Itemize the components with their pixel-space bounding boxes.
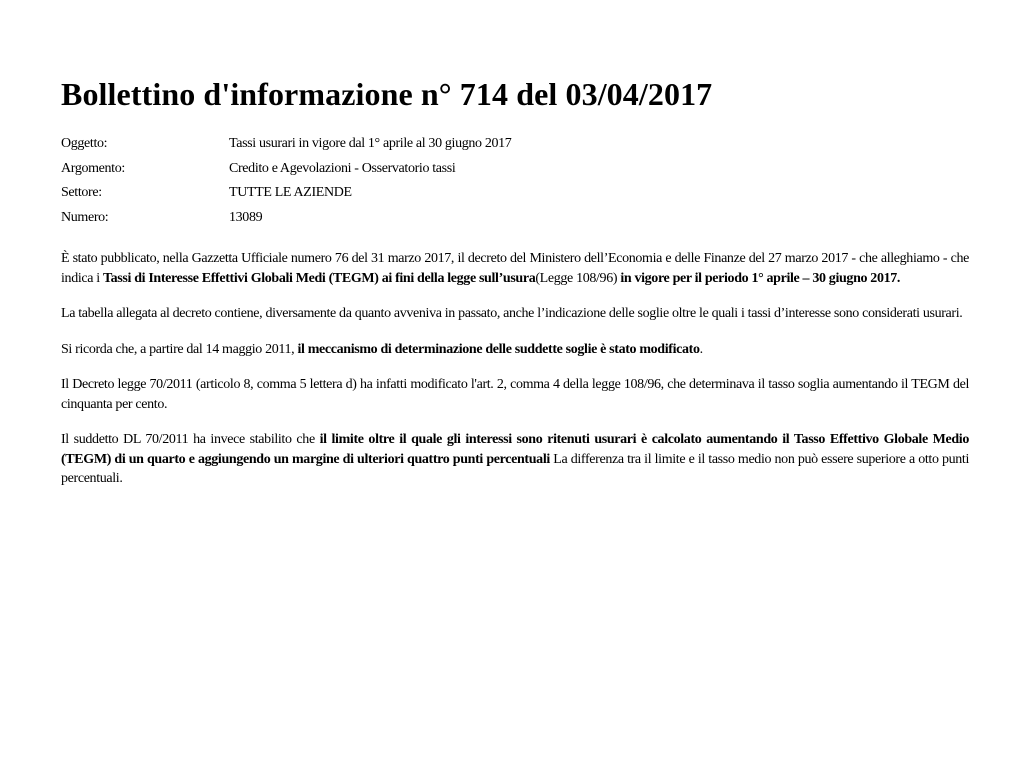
- document-body: [61, 249, 969, 489]
- paragraph-text: .: [699, 341, 703, 357]
- paragraph-bold-text: in vigore per il periodo 1° aprile – 30 giugno 2017.: [620, 270, 901, 286]
- meta-label-argomento: Argomento:: [61, 160, 125, 176]
- meta-value-numero: 13089: [229, 209, 263, 225]
- metadata-block: [61, 132, 969, 230]
- meta-label-numero: Numero:: [61, 209, 109, 225]
- meta-row-argomento: [61, 157, 969, 182]
- paragraph-text: La differenza tra il limite e il tasso medio non può essere superiore a otto punti percentuali.: [61, 451, 970, 486]
- meta-label-settore: Settore:: [61, 185, 102, 200]
- paragraph-text: La tabella allegata al decreto contiene, diversamente da quanto avveniva in passato, anche l’indicazione delle soglie oltre le quali i tassi d’interesse sono considerati usurari.: [61, 306, 963, 321]
- meta-value-argomento: Credito e Agevolazioni - Osservatorio tassi: [229, 160, 456, 176]
- paragraph-text: (Legge 108/96): [535, 270, 621, 286]
- paragraph-bold-text: il limite oltre il quale gli interessi sono ritenuti usurari è calcolato aumentando il Tasso Effettivo Globale Medio (TEGM) di un quarto e aggiungendo un margine di ulteriori quattro punti percentuali: [61, 432, 969, 467]
- meta-value-settore: TUTTE LE AZIENDE: [229, 185, 352, 200]
- meta-row-numero: [61, 206, 969, 231]
- paragraph-meccanismo: [61, 340, 969, 360]
- meta-row-oggetto: [61, 132, 969, 157]
- paragraph-limite: [61, 430, 969, 489]
- paragraph-text: Si ricorda che, a partire dal 14 maggio 2011,: [61, 341, 298, 357]
- meta-value-oggetto: Tassi usurari in vigore dal 1° aprile al 30 giugno 2017: [229, 136, 512, 151]
- meta-row-settore: [61, 181, 969, 206]
- paragraph-text: È stato pubblicato, nella Gazzetta Ufficiale numero 76 del 31 marzo 2017, il decreto del Ministero dell’Economia e delle Finanze del 27 marzo 2017 - che alleghiamo - che indica i: [61, 251, 969, 286]
- paragraph-bold-text: il meccanismo di determinazione delle suddette soglie è stato modificato: [297, 341, 700, 357]
- page-title: Bollettino d'informazione n° 714 del 03/04/2017: [61, 76, 713, 112]
- paragraph-gazzetta: [61, 249, 969, 288]
- paragraph-tabella: [61, 304, 969, 324]
- paragraph-bold-text: Tassi di Interesse Effettivi Globali Medi (TEGM) ai fini della legge sull’usura: [102, 270, 536, 286]
- paragraph-decreto: [61, 375, 969, 414]
- paragraph-text: Il Decreto legge 70/2011 (articolo 8, comma 5 lettera d) ha infatti modificato l'art. 2, comma 4 della legge 108/96, che determinava il tasso soglia aumentando il TEGM del cinquanta per cento.: [61, 377, 969, 412]
- paragraph-text: Il suddetto DL 70/2011 ha invece stabilito che: [61, 432, 320, 447]
- meta-label-oggetto: Oggetto:: [61, 136, 108, 151]
